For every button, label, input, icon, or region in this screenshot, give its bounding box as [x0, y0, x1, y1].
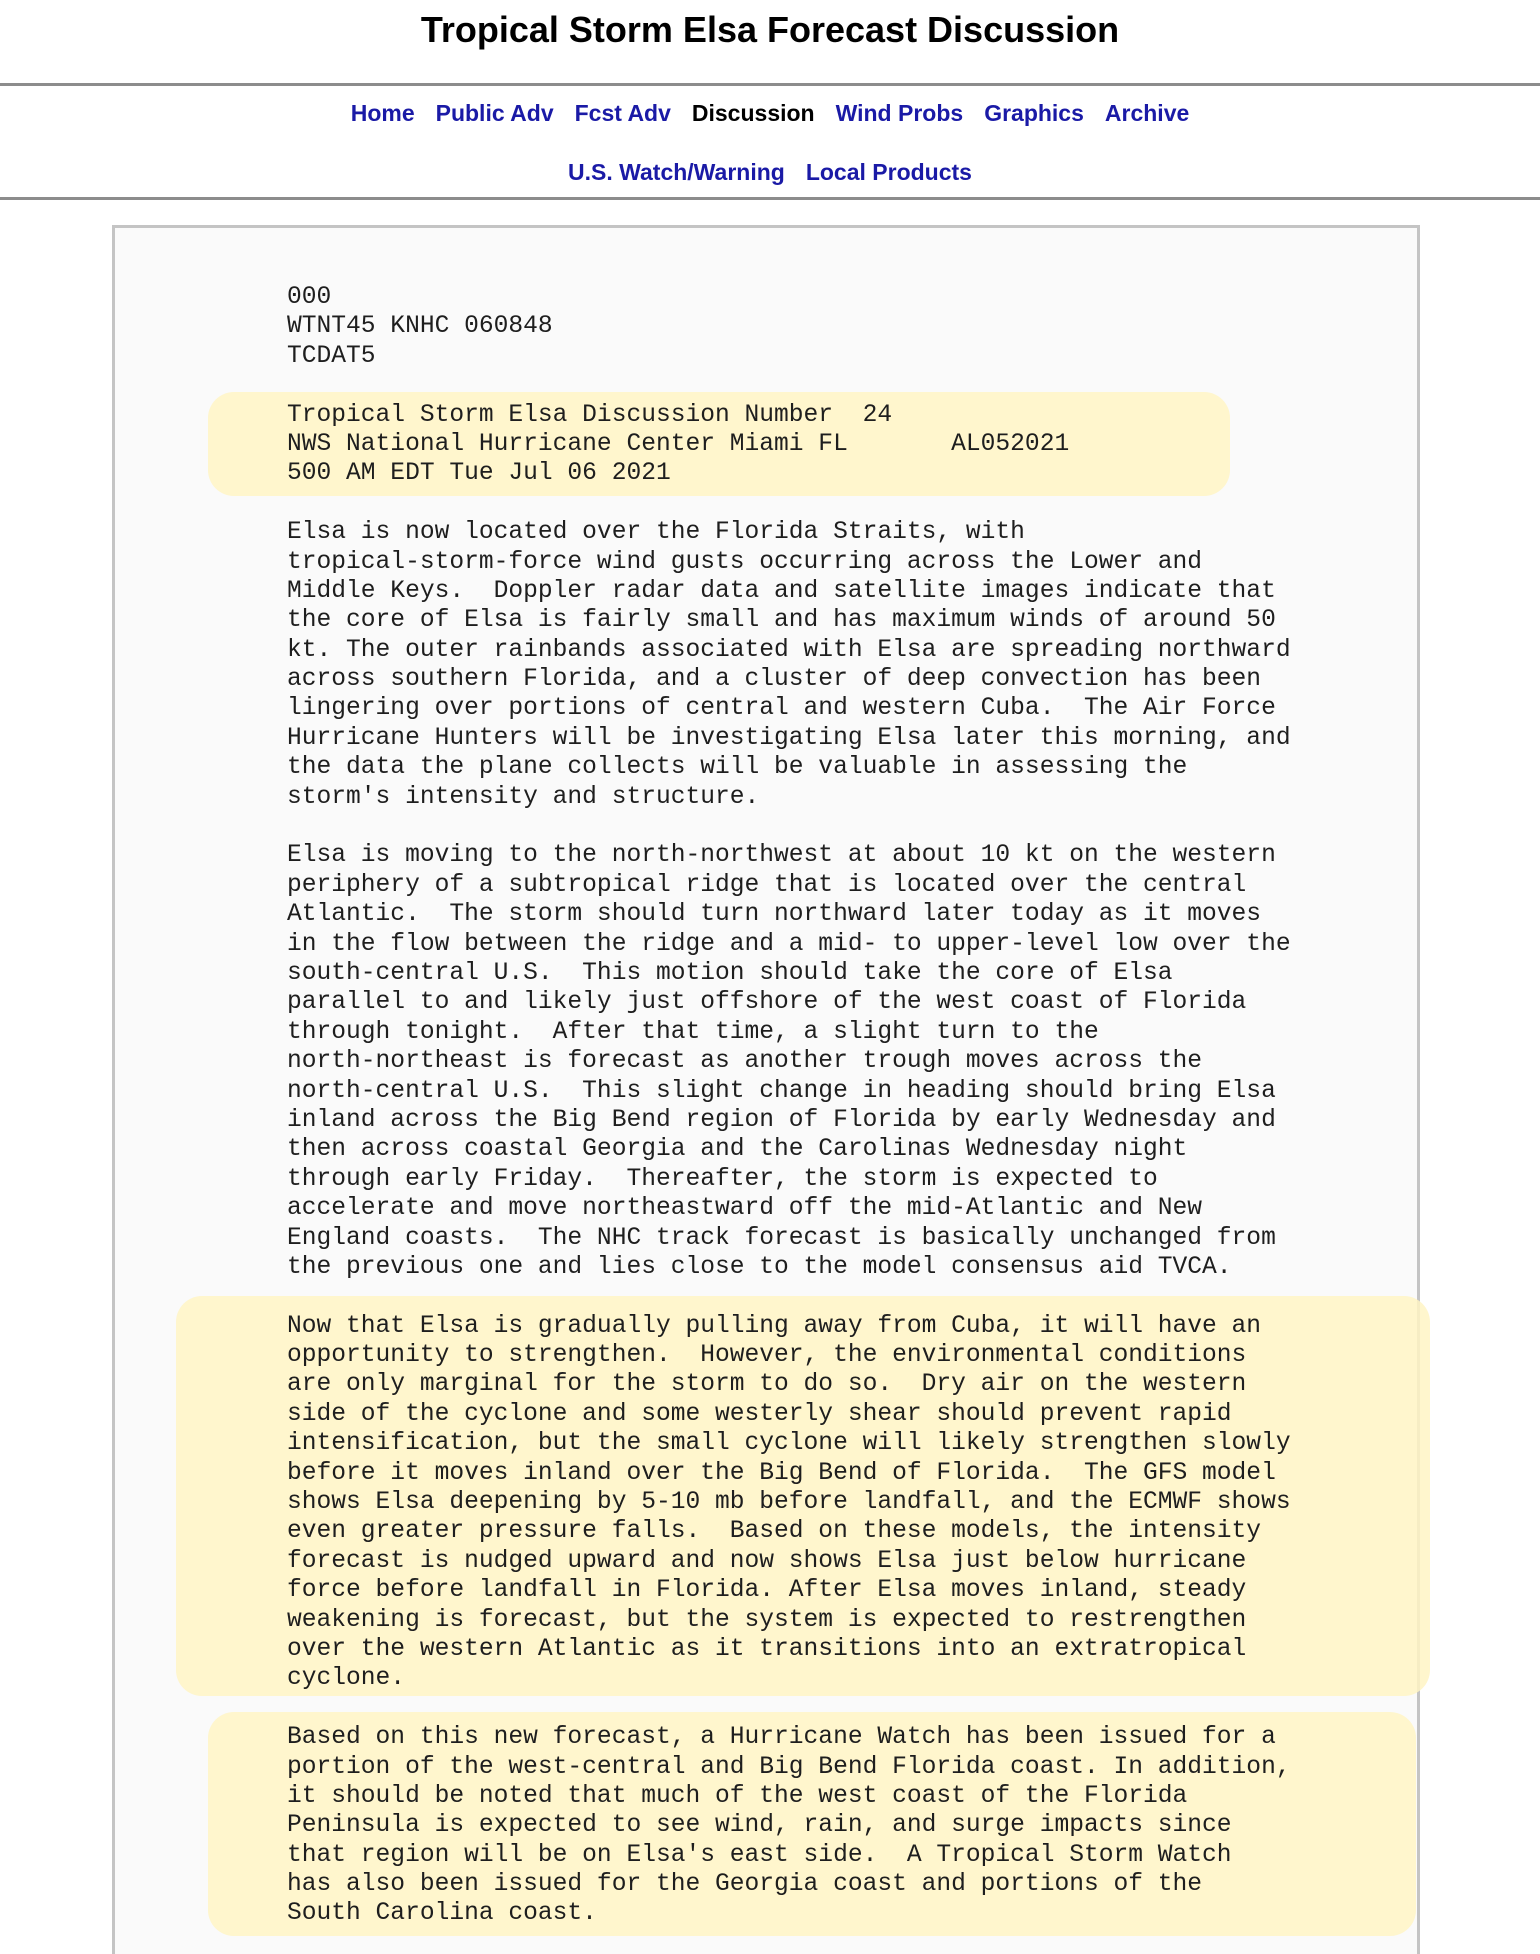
issue-time-line: 500 AM EDT Tue Jul 06 2021 [287, 460, 671, 488]
paragraph-4-line: has also been issued for the Georgia coast and portions of the [287, 1871, 1203, 1899]
paragraph-2-line: England coasts. The NHC track forecast is basically unchanged from [287, 1224, 1276, 1252]
bottom-divider [0, 197, 1540, 200]
paragraph-1-line: Elsa is now located over the Florida Straits, with [287, 519, 1025, 547]
paragraph-3-line: side of the cyclone and some westerly shear should prevent rapid [287, 1400, 1232, 1428]
paragraph-3-line: intensification, but the small cyclone will likely strengthen slowly [287, 1430, 1291, 1458]
paragraph-3-line: are only marginal for the storm to do so. Dry air on the western [287, 1371, 1247, 1399]
paragraph-1-line: the core of Elsa is fairly small and has maximum winds of around 50 [287, 607, 1276, 635]
paragraph-1-line: the data the plane collects will be valuable in assessing the [287, 754, 1188, 782]
nav-link-archive[interactable]: Archive [1104, 100, 1190, 126]
nav-current-discussion: Discussion [691, 100, 815, 126]
paragraph-3-line: force before landfall in Florida. After Elsa moves inland, steady [287, 1577, 1247, 1605]
paragraph-2-line: through tonight. After that time, a slight turn to the [287, 1018, 1099, 1046]
paragraph-2-line: Atlantic. The storm should turn northward later today as it moves [287, 901, 1262, 929]
paragraph-4-line: Peninsula is expected to see wind, rain, and surge impacts since [287, 1812, 1232, 1840]
paragraph-3-line: cyclone. [287, 1665, 406, 1693]
header-line: WTNT45 KNHC 060848 [287, 313, 553, 341]
paragraph-3-line: even greater pressure falls. Based on these models, the intensity [287, 1518, 1262, 1546]
nav-link-wind-probs[interactable]: Wind Probs [835, 100, 964, 126]
paragraph-1-line: lingering over portions of central and western Cuba. The Air Force [287, 695, 1276, 723]
top-divider [0, 83, 1540, 86]
paragraph-3-line: forecast is nudged upward and now shows Elsa just below hurricane [287, 1547, 1247, 1575]
paragraph-2-line: Elsa is moving to the north-northwest at about 10 kt on the western [287, 842, 1276, 870]
paragraph-1-line: Middle Keys. Doppler radar data and satellite images indicate that [287, 577, 1276, 605]
paragraph-2-line: inland across the Big Bend region of Florida by early Wednesday and [287, 1106, 1276, 1134]
nav-link-local-products[interactable]: Local Products [805, 159, 972, 185]
nav-link-graphics[interactable]: Graphics [984, 100, 1084, 126]
nav-link-us-watch-warning[interactable]: U.S. Watch/Warning [568, 159, 785, 185]
paragraph-4-line: portion of the west-central and Big Bend Florida coast. In addition, [287, 1753, 1291, 1781]
paragraph-3-line: Now that Elsa is gradually pulling away from Cuba, it will have an [287, 1312, 1262, 1340]
nav-link-public-adv[interactable]: Public Adv [435, 100, 554, 126]
paragraph-4-line: that region will be on Elsa's east side. A Tropical Storm Watch [287, 1841, 1232, 1869]
paragraph-2-line: then across coastal Georgia and the Carolinas Wednesday night [287, 1136, 1188, 1164]
nav-bar-primary [0, 98, 1540, 128]
paragraph-3-line: shows Elsa deepening by 5-10 mb before landfall, and the ECMWF shows [287, 1489, 1291, 1517]
paragraph-2-line: parallel to and likely just offshore of the west coast of Florida [287, 989, 1247, 1017]
paragraph-2-line: periphery of a subtropical ridge that is located over the central [287, 871, 1247, 899]
paragraph-2-line: in the flow between the ridge and a mid- to upper-level low over the [287, 930, 1291, 958]
issuing-office-line: NWS National Hurricane Center Miami FL AL052021 [287, 430, 1070, 458]
paragraph-2-line: through early Friday. Thereafter, the storm is expected to [287, 1165, 1158, 1193]
paragraph-1-line: across southern Florida, and a cluster of deep convection has been [287, 666, 1262, 694]
nav-bar-secondary [0, 157, 1540, 187]
paragraph-2-line: north-northeast is forecast as another trough moves across the [287, 1048, 1203, 1076]
paragraph-1-line: storm's intensity and structure. [287, 783, 760, 811]
paragraph-3-line: over the western Atlantic as it transitions into an extratropical [287, 1635, 1247, 1663]
paragraph-1-line: kt. The outer rainbands associated with Elsa are spreading northward [287, 636, 1291, 664]
paragraph-3-line: weakening is forecast, but the system is expected to restrengthen [287, 1606, 1247, 1634]
nav-link-home[interactable]: Home [350, 100, 415, 126]
paragraph-3-line: before it moves inland over the Big Bend of Florida. The GFS model [287, 1459, 1276, 1487]
paragraph-4-line: South Carolina coast. [287, 1900, 597, 1928]
nav-link-fcst-adv[interactable]: Fcst Adv [574, 100, 671, 126]
product-text [287, 283, 1291, 1929]
discussion-number-line: Tropical Storm Elsa Discussion Number 24 [287, 401, 893, 429]
header-line: 000 [287, 284, 332, 311]
paragraph-2-line: accelerate and move northeastward off the mid-Atlantic and New [287, 1195, 1203, 1223]
paragraph-1-line: Hurricane Hunters will be investigating Elsa later this morning, and [287, 724, 1291, 752]
paragraph-2-line: the previous one and lies close to the model consensus aid TVCA. [287, 1253, 1232, 1281]
paragraph-4-line: Based on this new forecast, a Hurricane Watch has been issued for a [287, 1724, 1276, 1752]
paragraph-4-line: it should be noted that much of the west coast of the Florida [287, 1782, 1188, 1810]
paragraph-3-line: opportunity to strengthen. However, the environmental conditions [287, 1342, 1247, 1370]
page-title: Tropical Storm Elsa Forecast Discussion [420, 9, 1120, 50]
paragraph-1-line: tropical-storm-force wind gusts occurring across the Lower and [287, 548, 1203, 576]
paragraph-2-line: north-central U.S. This slight change in heading should bring Elsa [287, 1077, 1276, 1105]
paragraph-2-line: south-central U.S. This motion should take the core of Elsa [287, 959, 1173, 987]
header-line: TCDAT5 [287, 342, 376, 370]
